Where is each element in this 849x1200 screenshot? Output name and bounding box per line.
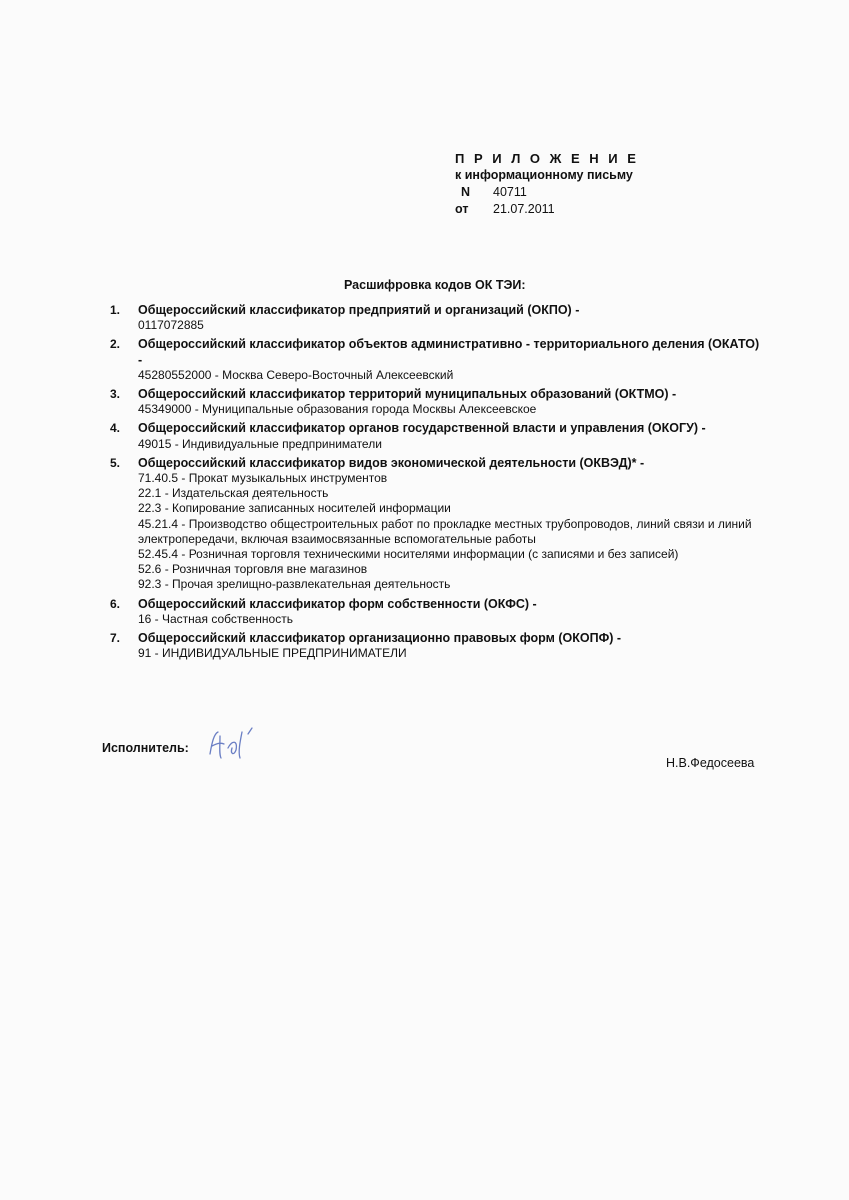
- classifier-code-value: 16 - Частная собственность: [138, 611, 293, 626]
- classifier-code-value: 91 - ИНДИВИДУАЛЬНЫЕ ПРЕДПРИНИМАТЕЛИ: [138, 646, 407, 661]
- classifier-name: Общероссийский классификатор органов государственной власти и управления (ОКОГУ) -: [138, 421, 706, 436]
- classifier-code-value: 52.45.4 - Розничная торговля техническими носителями информации (с записями и без записей): [138, 547, 679, 562]
- list-item: [110, 456, 760, 593]
- list-item: [110, 631, 760, 661]
- codes-list: [110, 303, 760, 665]
- classifier-code-value: 45.21.4 - Производство общестроительных работ по прокладке местных трубопроводов, линий связи и линий электропередачи, включая взаимосвязанные вспомогательные работы: [138, 516, 752, 546]
- letter-date-row: [455, 201, 639, 218]
- classifier-code-value: 52.6 - Розничная торговля вне магазинов: [138, 562, 368, 577]
- appendix-header: [455, 150, 639, 218]
- signer-label: Исполнитель:: [102, 741, 189, 755]
- letter-number-row: [455, 184, 639, 201]
- classifier-name: Общероссийский классификатор форм собственности (ОКФС) -: [138, 596, 537, 611]
- item-number: 6.: [110, 596, 121, 611]
- letter-number-label: N: [461, 185, 471, 199]
- list-item: [110, 597, 760, 627]
- classifier-name: Общероссийский классификатор объектов административно - территориального деления (ОКАТО) -: [138, 337, 760, 367]
- classifier-code-value: 0117072885: [138, 318, 204, 333]
- classifier-code-value: 71.40.5 - Прокат музыкальных инструментов: [138, 471, 388, 486]
- list-item: [110, 387, 760, 417]
- classifier-code-value: 49015 - Индивидуальные предприниматели: [138, 436, 382, 451]
- classifier-code-value: 45349000 - Муниципальные образования города Москвы Алексеевское: [138, 402, 537, 417]
- appendix-title: П Р И Л О Ж Е Н И Е: [455, 151, 639, 166]
- classifier-code-value: 45280552000 - Москва Северо-Восточный Алексеевский: [138, 367, 454, 382]
- signer-name: Н.В.Федосеева: [666, 756, 755, 770]
- classifier-name: Общероссийский классификатор предприятий и организаций (ОКПО) -: [138, 303, 580, 317]
- classifier-code-value: 22.1 - Издательская деятельность: [138, 486, 329, 501]
- codes-heading: Расшифровка кодов ОК ТЭИ:: [344, 278, 526, 292]
- item-number: 1.: [110, 303, 121, 317]
- handwritten-signature: [200, 724, 270, 764]
- item-number: 5.: [110, 455, 121, 470]
- item-number: 2.: [110, 337, 121, 352]
- list-item: [110, 421, 760, 451]
- letter-number-value: 40711: [493, 185, 527, 199]
- letter-date-label: от: [455, 202, 469, 216]
- appendix-subtitle: к информационному письму: [455, 168, 633, 182]
- classifier-name: Общероссийский классификатор видов экономической деятельности (ОКВЭД)* -: [138, 455, 645, 470]
- classifier-name: Общероссийский классификатор организационно правовых форм (ОКОПФ) -: [138, 631, 622, 646]
- item-number: 3.: [110, 387, 121, 402]
- item-number: 7.: [110, 631, 121, 646]
- item-number: 4.: [110, 421, 121, 436]
- classifier-name: Общероссийский классификатор территорий муниципальных образований (ОКТМО) -: [138, 387, 677, 402]
- classifier-code-value: 22.3 - Копирование записанных носителей информации: [138, 501, 451, 516]
- list-item: [110, 303, 760, 333]
- letter-date-value: 21.07.2011: [493, 202, 555, 216]
- list-item: [110, 337, 760, 383]
- classifier-code-value: 92.3 - Прочая зрелищно-развлекательная деятельность: [138, 577, 451, 592]
